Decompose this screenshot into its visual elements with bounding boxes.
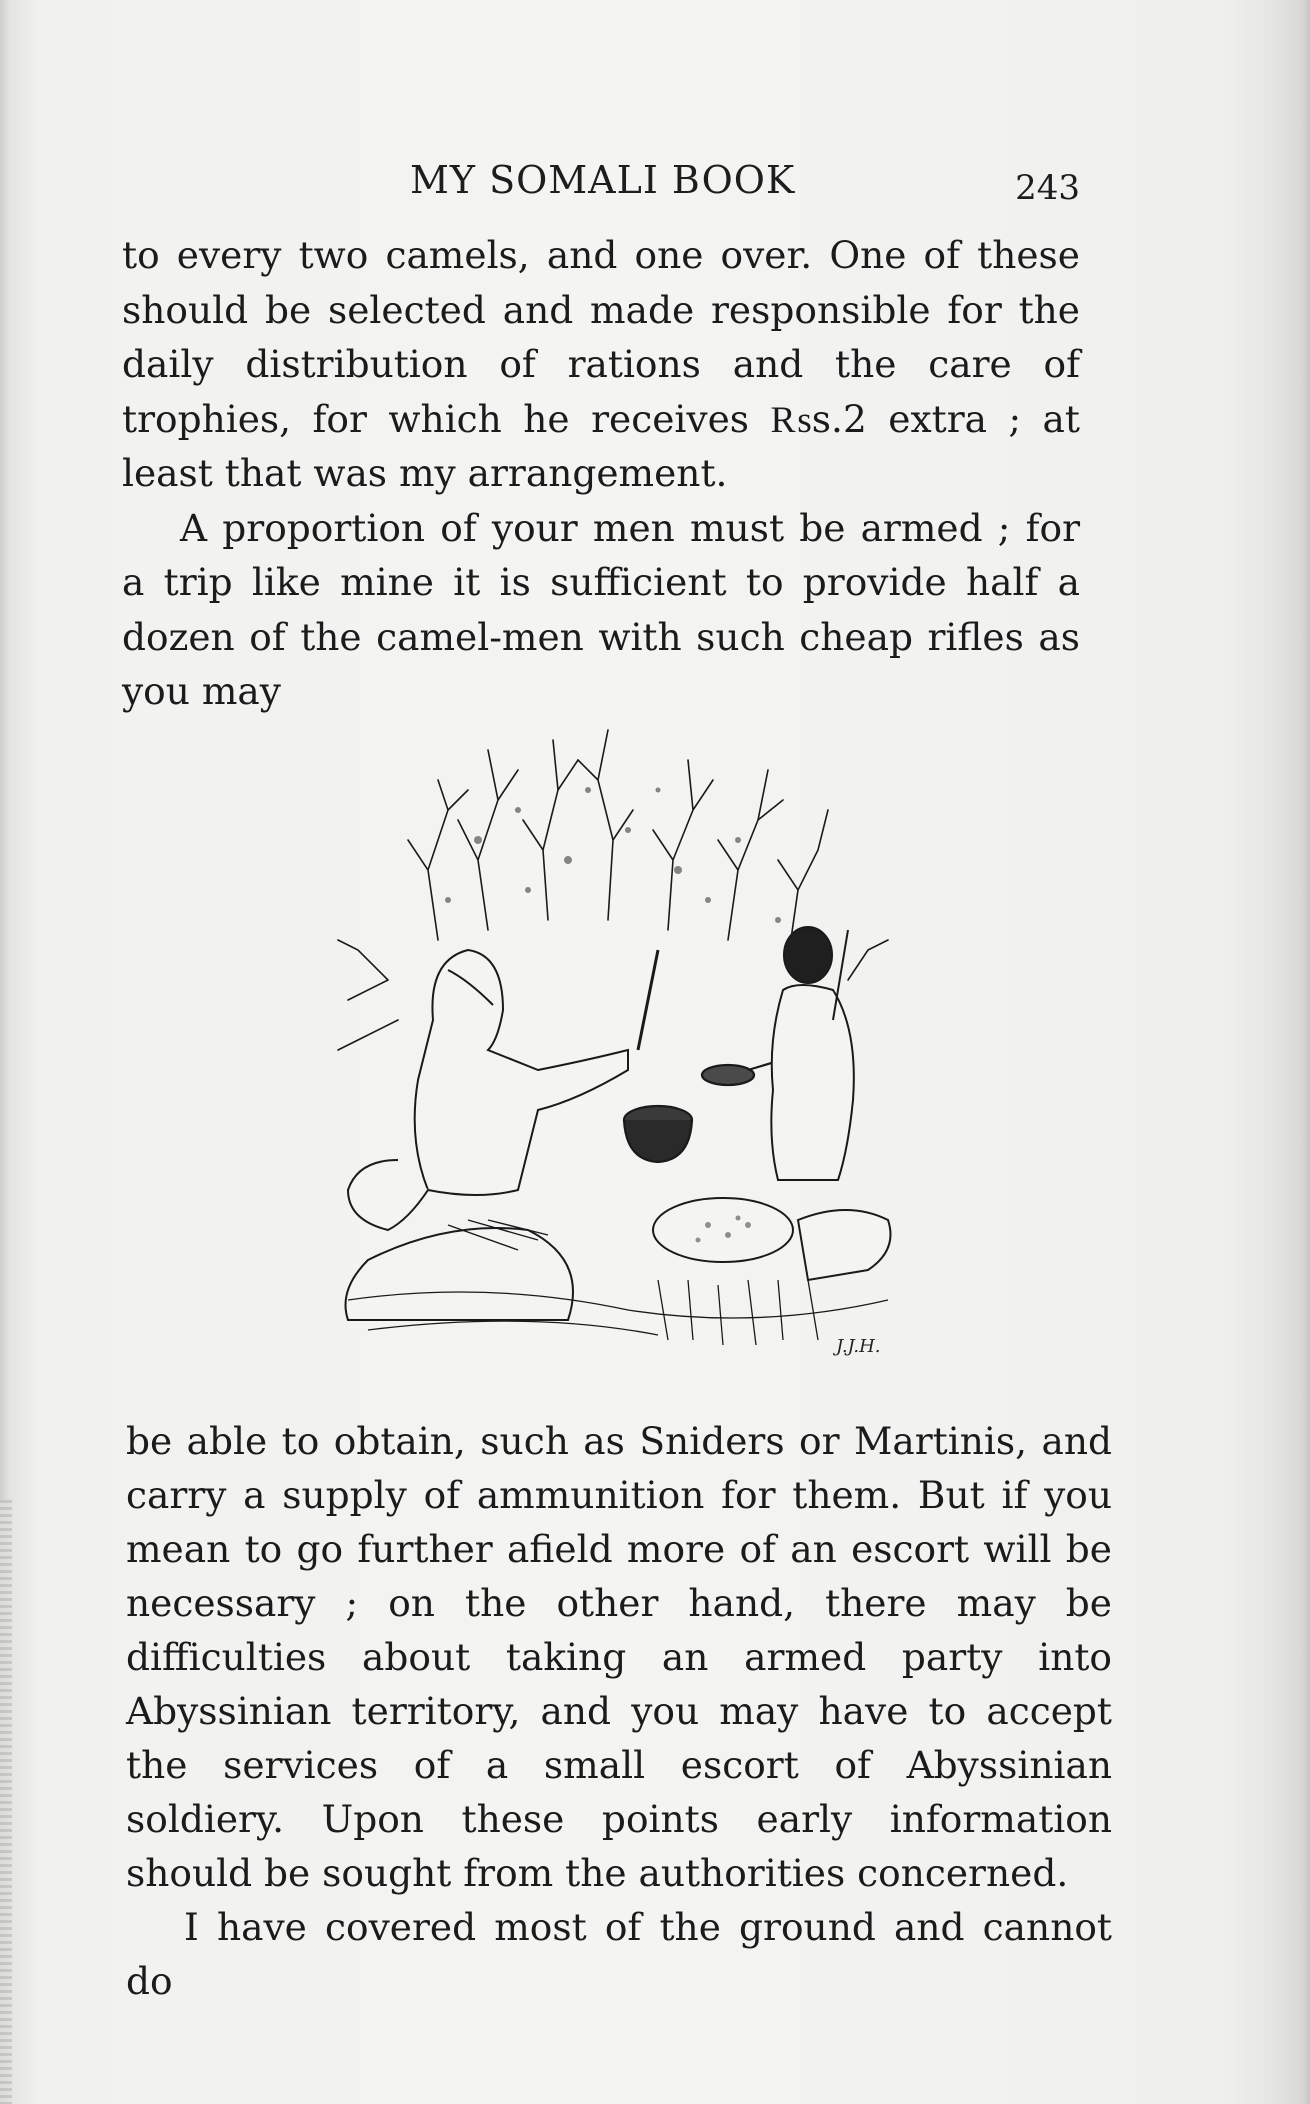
paragraph-escort: be able to obtain, such as Sniders or Martinis, and carry a supply of ammunition for them. But if you mean to go further afield more of an escort will be necessary ; on the other hand, there may be difficulties about taking an armed party into Abyssinian territory, and you may have to accept the services of a small escort of Abyssinian soldiery. Upon these points early information should be sought from the authorities concerned. — [126, 1419, 1112, 1895]
paragraph-continuation: to every two camels, and one over. One of these should be selected and made responsible for the daily distribution of rations and the care of trophies, for which he receives ₨s.2 extra ; at least that was my arrangement. — [122, 233, 1080, 495]
illustration-drawing — [328, 720, 908, 1360]
body-text-top — [122, 228, 1080, 719]
paragraph-closing: I have covered most of the ground and cannot do — [126, 1905, 1112, 2003]
scan-edge-right — [1302, 0, 1310, 2104]
camp-illustration — [328, 720, 908, 1360]
running-title: MY SOMALI BOOK — [410, 158, 796, 202]
body-text-bottom — [126, 1414, 1112, 2008]
page-header — [120, 158, 1080, 208]
scan-edge-left — [0, 1500, 12, 2104]
paragraph-armed-men: A proportion of your men must be armed ; for a trip like mine it is sufficient to provide half a dozen of the camel-men with such cheap rifles as you may — [122, 505, 1080, 713]
page-number: 243 — [1015, 168, 1080, 208]
illustrator-signature: J.J.H. — [836, 1336, 881, 1357]
